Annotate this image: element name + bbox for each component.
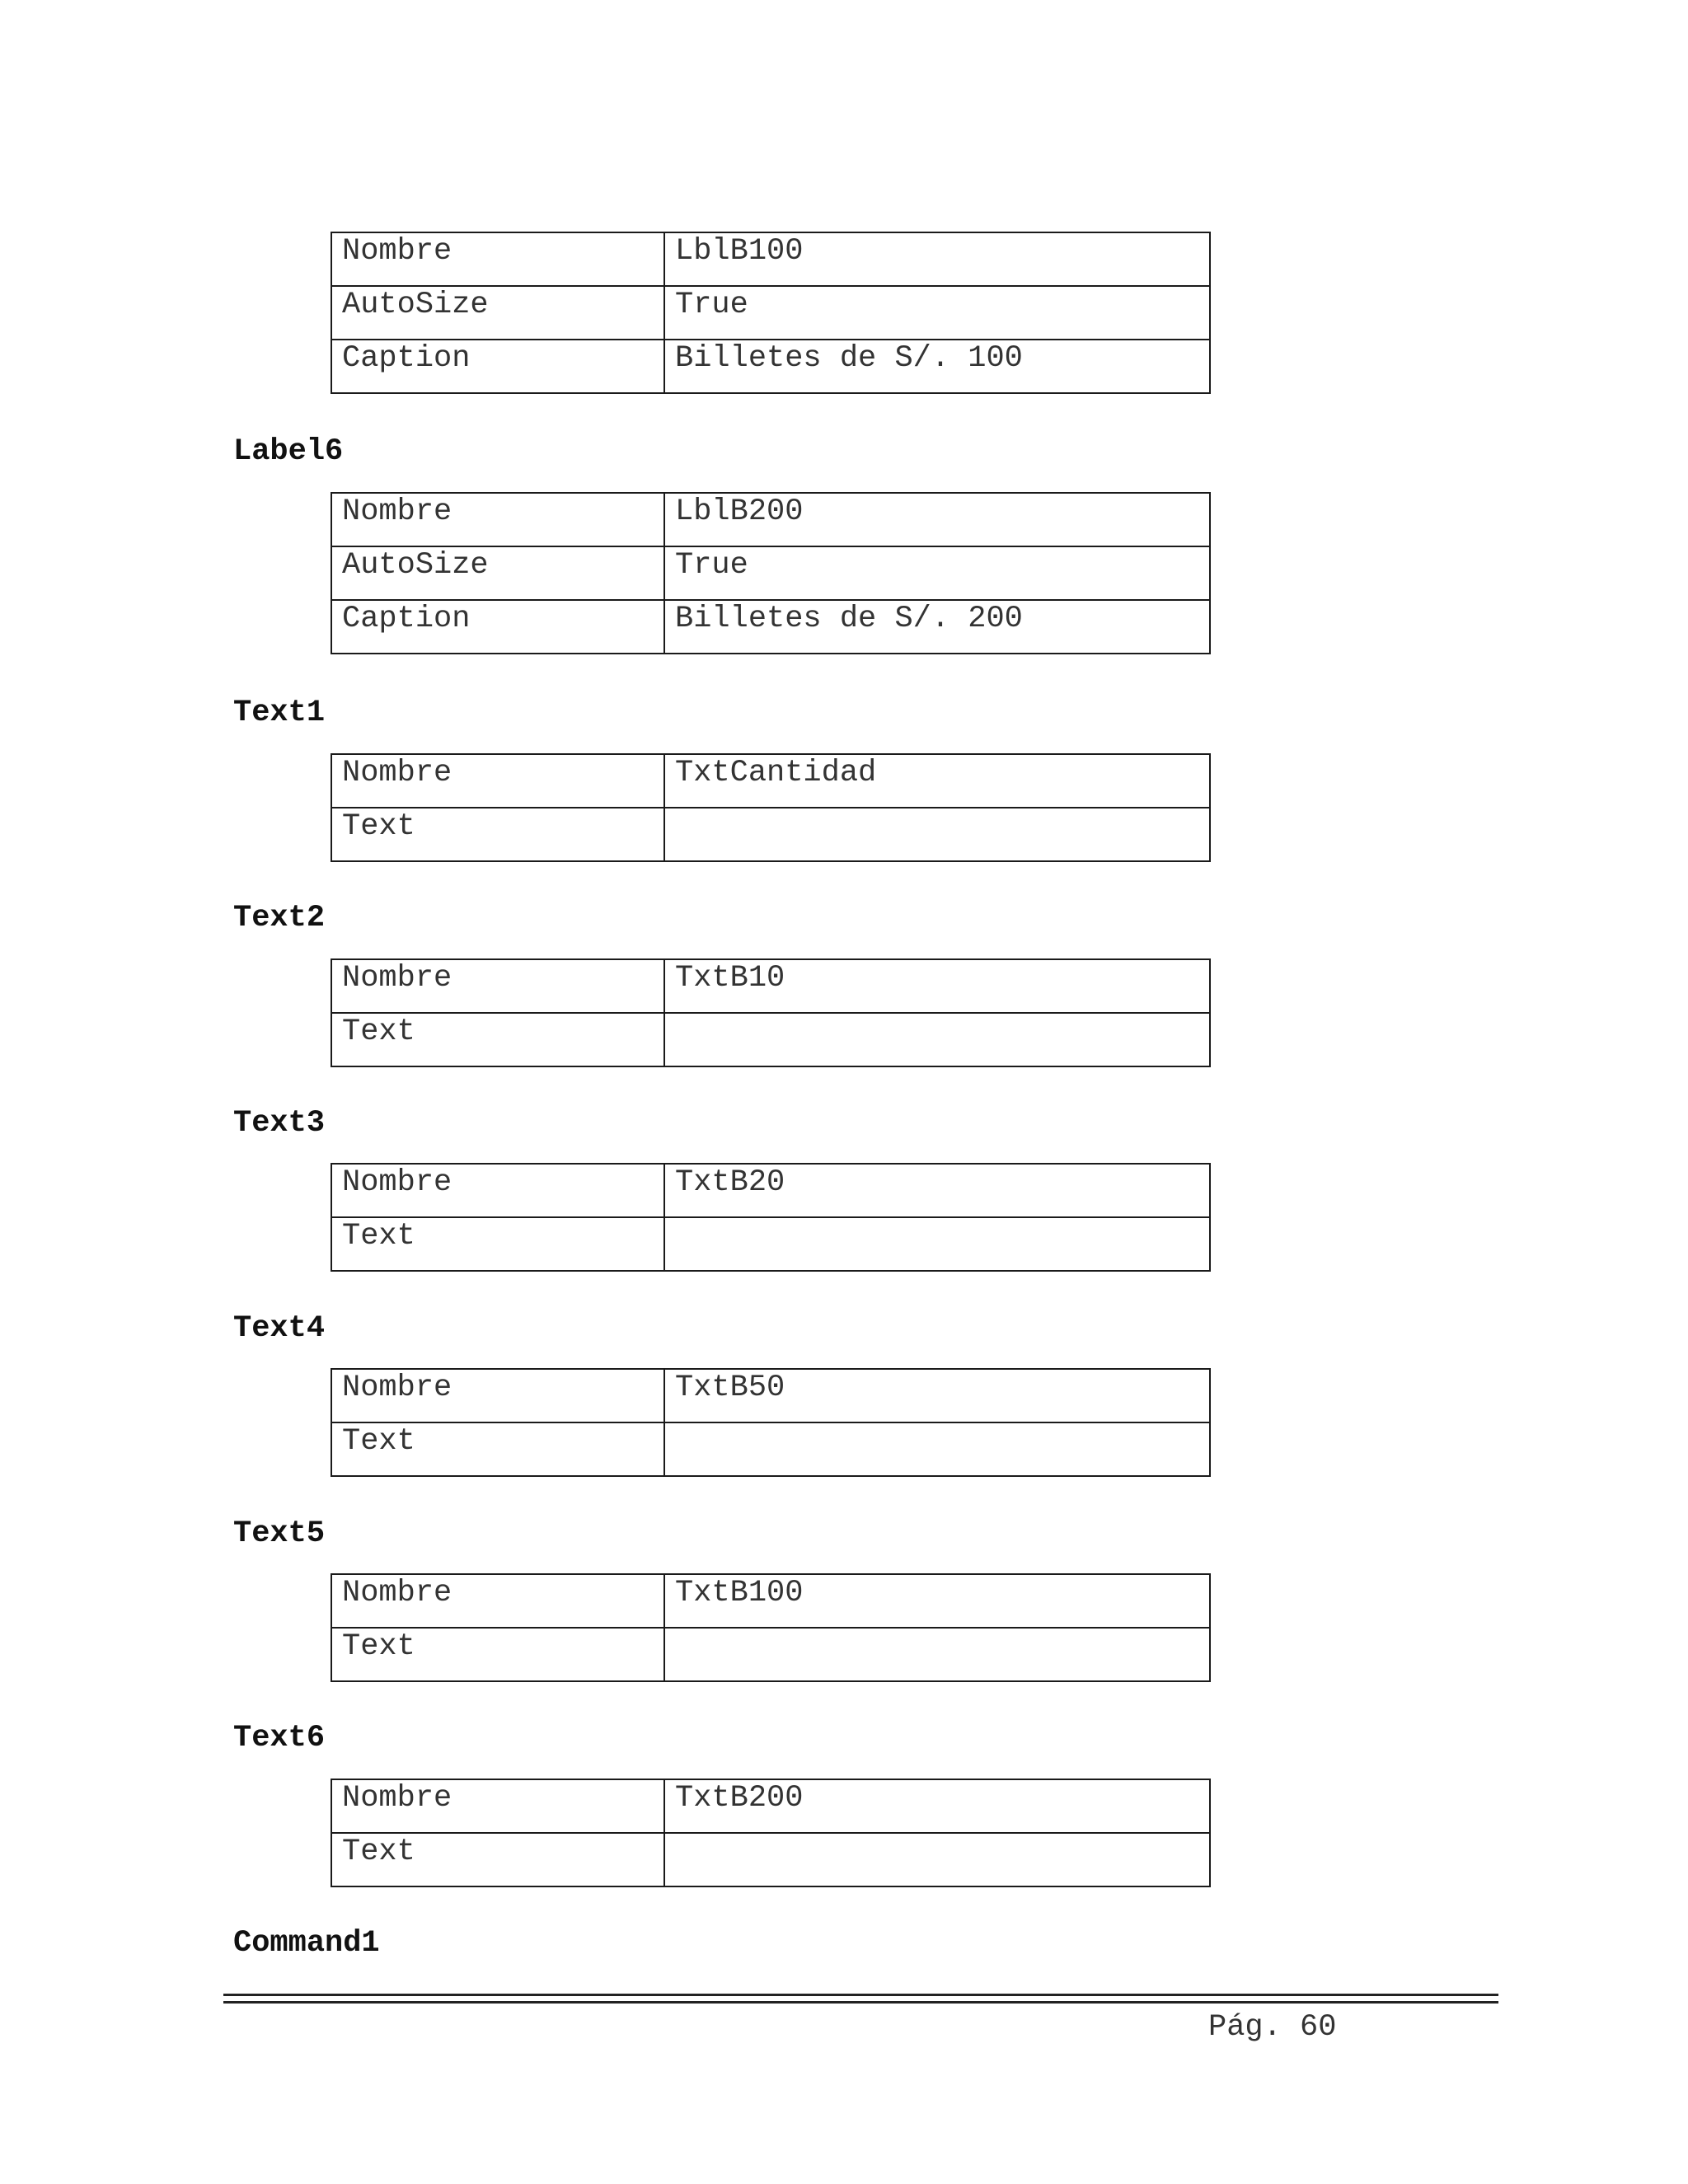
property-value-cell: True bbox=[664, 286, 1210, 340]
property-name-cell: Nombre bbox=[331, 232, 664, 286]
table-row bbox=[331, 1369, 1210, 1422]
table-row bbox=[331, 959, 1210, 1013]
section-heading-text4: Text4 bbox=[233, 1311, 326, 1346]
property-name-cell: Text bbox=[331, 1422, 664, 1476]
section-heading-label6: Label6 bbox=[233, 434, 344, 469]
property-name-cell: Text bbox=[331, 1217, 664, 1271]
page-number: Pág. 60 bbox=[1208, 2010, 1337, 2045]
property-name-cell: Nombre bbox=[331, 754, 664, 808]
property-name-cell: AutoSize bbox=[331, 286, 664, 340]
property-name-cell: AutoSize bbox=[331, 546, 664, 600]
footer-rule-bottom bbox=[223, 2001, 1498, 2004]
properties-table-label6 bbox=[331, 492, 1211, 654]
property-name-cell: Nombre bbox=[331, 1369, 664, 1422]
property-value-cell: LblB200 bbox=[664, 493, 1210, 546]
table-row bbox=[331, 600, 1210, 654]
property-value-cell bbox=[664, 1217, 1210, 1271]
property-value-cell: LblB100 bbox=[664, 232, 1210, 286]
properties-table-text6 bbox=[331, 1779, 1211, 1887]
properties-table-text1 bbox=[331, 753, 1211, 862]
table-row bbox=[331, 1833, 1210, 1886]
property-name-cell: Nombre bbox=[331, 959, 664, 1013]
property-value-cell: True bbox=[664, 546, 1210, 600]
table-row bbox=[331, 1217, 1210, 1271]
section-heading-command1: Command1 bbox=[233, 1926, 380, 1961]
properties-table-lblb100 bbox=[331, 232, 1211, 394]
table-row bbox=[331, 1574, 1210, 1628]
table-row bbox=[331, 754, 1210, 808]
table-row bbox=[331, 493, 1210, 546]
property-name-cell: Text bbox=[331, 1013, 664, 1066]
properties-table-text4 bbox=[331, 1368, 1211, 1477]
table-row bbox=[331, 1628, 1210, 1681]
property-name-cell: Nombre bbox=[331, 1574, 664, 1628]
table-row bbox=[331, 1164, 1210, 1217]
table-row bbox=[331, 1422, 1210, 1476]
table-row bbox=[331, 546, 1210, 600]
table-row bbox=[331, 232, 1210, 286]
property-value-cell: TxtB100 bbox=[664, 1574, 1210, 1628]
section-heading-text5: Text5 bbox=[233, 1516, 326, 1551]
section-heading-text1: Text1 bbox=[233, 696, 326, 730]
property-value-cell: TxtB50 bbox=[664, 1369, 1210, 1422]
footer-rule-top bbox=[223, 1994, 1498, 1996]
property-value-cell: TxtB200 bbox=[664, 1779, 1210, 1833]
property-name-cell: Caption bbox=[331, 340, 664, 393]
property-name-cell: Nombre bbox=[331, 1779, 664, 1833]
property-name-cell: Caption bbox=[331, 600, 664, 654]
properties-table-text3 bbox=[331, 1163, 1211, 1272]
property-name-cell: Text bbox=[331, 808, 664, 861]
table-row bbox=[331, 286, 1210, 340]
property-value-cell bbox=[664, 808, 1210, 861]
property-value-cell: Billetes de S/. 200 bbox=[664, 600, 1210, 654]
table-row bbox=[331, 808, 1210, 861]
table-row bbox=[331, 1013, 1210, 1066]
properties-table-text5 bbox=[331, 1573, 1211, 1682]
property-name-cell: Nombre bbox=[331, 493, 664, 546]
section-heading-text6: Text6 bbox=[233, 1721, 326, 1755]
property-name-cell: Text bbox=[331, 1628, 664, 1681]
section-heading-text3: Text3 bbox=[233, 1106, 326, 1141]
property-value-cell bbox=[664, 1628, 1210, 1681]
section-heading-text2: Text2 bbox=[233, 901, 326, 935]
property-value-cell: TxtB10 bbox=[664, 959, 1210, 1013]
table-row bbox=[331, 1779, 1210, 1833]
property-name-cell: Nombre bbox=[331, 1164, 664, 1217]
property-value-cell: Billetes de S/. 100 bbox=[664, 340, 1210, 393]
table-row bbox=[331, 340, 1210, 393]
property-value-cell bbox=[664, 1013, 1210, 1066]
property-value-cell bbox=[664, 1422, 1210, 1476]
properties-table-text2 bbox=[331, 958, 1211, 1067]
property-value-cell: TxtCantidad bbox=[664, 754, 1210, 808]
property-name-cell: Text bbox=[331, 1833, 664, 1886]
property-value-cell: TxtB20 bbox=[664, 1164, 1210, 1217]
property-value-cell bbox=[664, 1833, 1210, 1886]
